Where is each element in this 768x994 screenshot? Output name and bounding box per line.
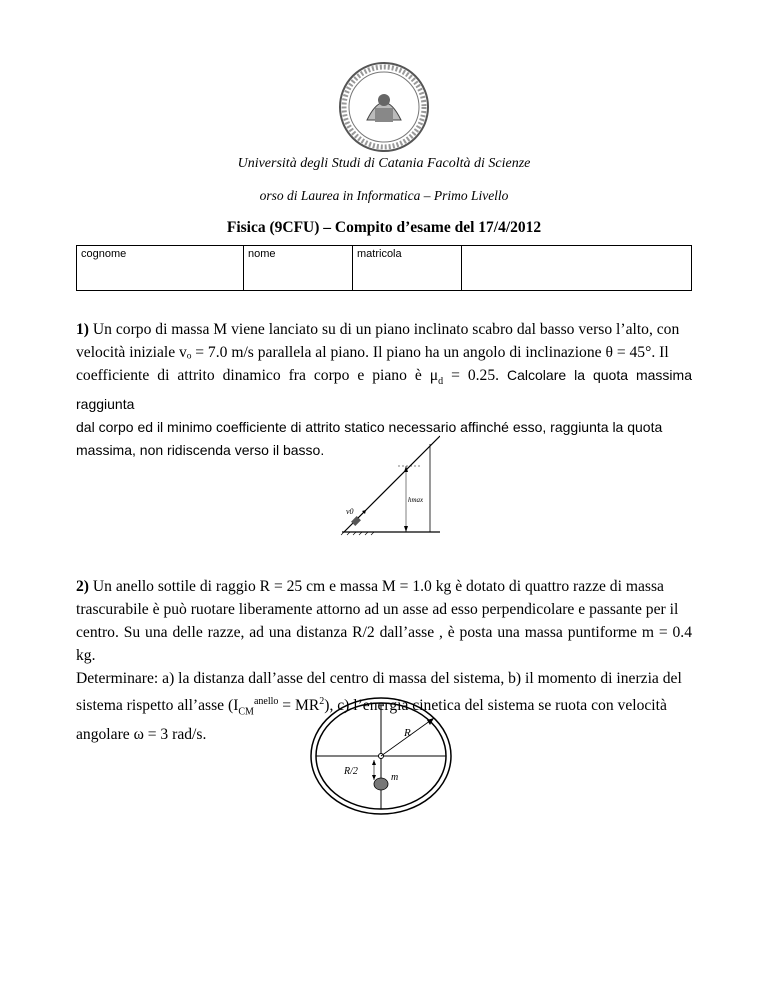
problem-1-number: 1): [76, 321, 89, 338]
course-line: orso di Laurea in Informatica – Primo Livello: [259, 188, 509, 203]
problem-2-line-1: 2) Un anello sottile di raggio R = 25 cm e massa M = 1.0 kg è dotato di quattro razze di massa: [76, 578, 664, 595]
problem-1-line-3: coefficiente di attrito dinamico fra corpo e piano è $\mu_d = 0.25$. Calcolare la quota massima raggiunta: [76, 367, 692, 413]
problem-1-line-4: dal corpo ed il minimo coefficiente di attrito statico necessario affinché esso, raggiunta la quota: [76, 419, 663, 436]
nome-label: nome: [248, 248, 276, 260]
v0-label: v0: [346, 507, 354, 516]
radius-label: R: [404, 727, 411, 739]
cognome-cell[interactable]: [77, 246, 244, 291]
problem-1-line-1: 1) Un corpo di massa M viene lanciato su di un piano inclinato scabro dal basso verso l’alto, con: [76, 321, 680, 338]
student-info-table: [76, 245, 692, 291]
problem-2-line-3: centro. Su una delle razze, ad una distanza R/2 dall’asse , è posta una massa puntiforme m = 0.4 kg.: [76, 624, 692, 664]
hmax-label: hmax: [408, 496, 424, 504]
cognome-label: cognome: [81, 248, 127, 260]
nome-cell[interactable]: [244, 246, 353, 291]
exam-title: Fisica (9CFU) – Compito d’esame del 17/4/2012: [226, 219, 542, 236]
mass-label: m: [391, 772, 399, 783]
problem-2-line-5: sistema rispetto all’asse $(I_{CM}^{anello} = MR^2)$, c) l’energia cinetica del sistema se ruota con velocità: [76, 696, 667, 718]
problem-1-line-2: velocità iniziale vₒ = 7.0 m/s parallela al piano. Il piano ha un angolo di inclinazione θ = 45°. Il: [76, 344, 669, 361]
problem-2-number: 2): [76, 578, 89, 595]
extra-cell[interactable]: [462, 246, 692, 291]
problem-1-line-5: massima, non ridiscenda verso il basso.: [76, 442, 325, 459]
university-seal-logo: [337, 60, 431, 154]
ring-with-spokes-diagram: [306, 690, 456, 820]
matricola-label: matricola: [357, 248, 402, 260]
inclined-plane-diagram: [336, 432, 440, 536]
problem-2-line-6: angolare ω = 3 rad/s.: [76, 726, 207, 744]
problem-2-line-4: Determinare: a) la distanza dall’asse del centro di massa del sistema, b) il momento di inerzia del: [76, 670, 682, 687]
half-radius-label: R/2: [344, 766, 358, 777]
matricola-cell[interactable]: [353, 246, 462, 291]
university-line: Università degli Studi di Catania Facoltà di Scienze: [237, 156, 531, 171]
problem-2-line-2: trascurabile è può ruotare liberamente attorno ad un asse ad esso perpendicolare e passante per il: [76, 601, 679, 618]
